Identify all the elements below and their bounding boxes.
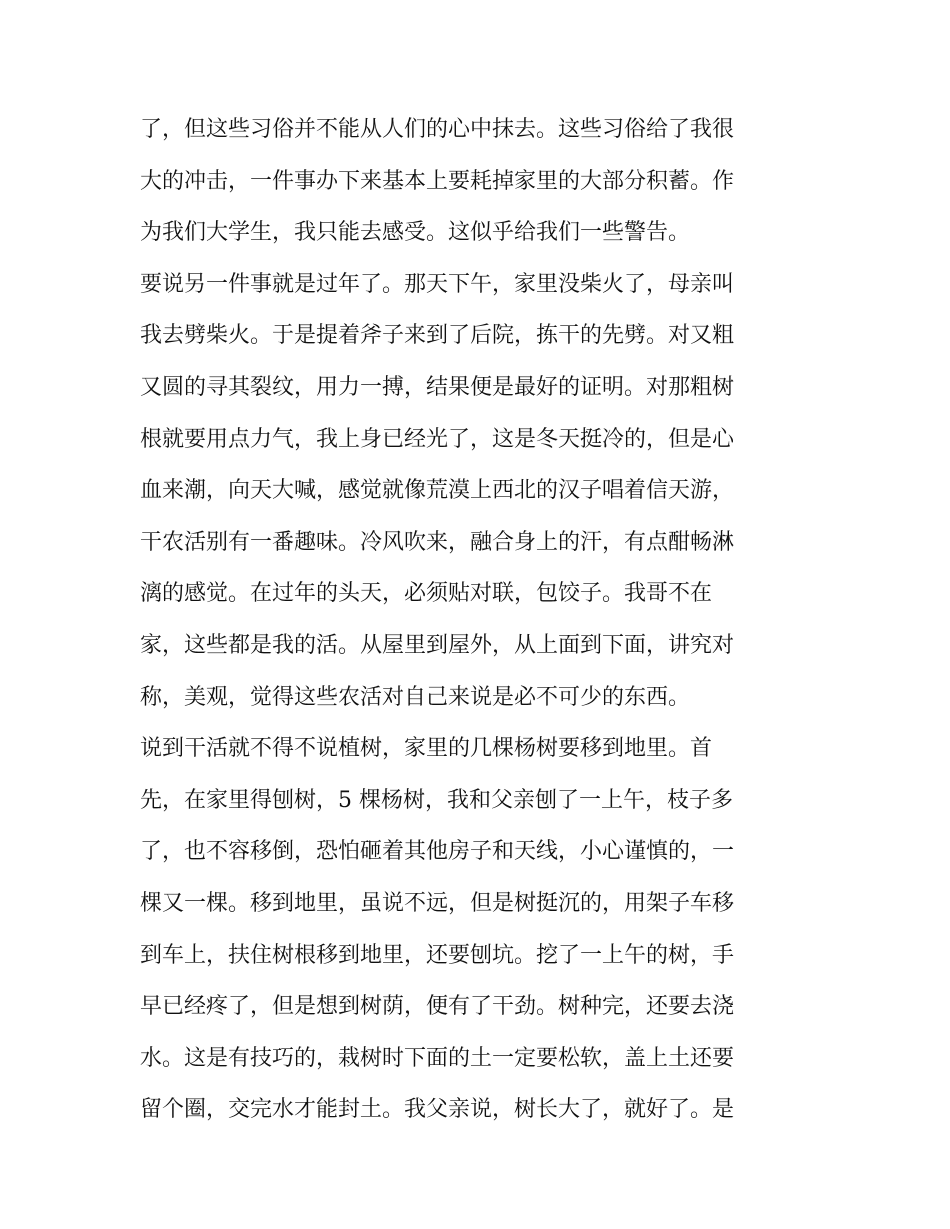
text-line: 大的冲击，一件事办下来基本上要耗掉家里的大部分积蓄。作: [140, 168, 735, 194]
text-line: 了，但这些习俗并不能从人们的心中抹去。这些习俗给了我很: [140, 117, 735, 142]
text-line: 又圆的寻其裂纹，用力一搏，结果便是最好的证明。对那粗树: [140, 374, 735, 400]
text-line: 早已经疼了，但是想到树荫，便有了干劲。树种完，还要去浇: [140, 994, 735, 1020]
text-line: 根就要用点力气，我上身已经光了，这是冬天挺冷的，但是心: [140, 426, 735, 452]
text-line: 家，这些都是我的活。从屋里到屋外，从上面到下面，讲究对: [140, 632, 735, 658]
text-line: 先，在家里得刨树，5 棵杨树，我和父亲刨了一上午，枝子多: [140, 787, 733, 813]
text-line: 血来潮，向天大喊，感觉就像荒漠上西北的汉子唱着信天游，: [140, 478, 735, 504]
body-text: [140, 104, 820, 1136]
text-line: 棵又一棵。移到地里，虽说不远，但是树挺沉的，用架子车移: [140, 890, 735, 916]
text-line: 到车上，扶住树根移到地里，还要刨坑。挖了一上午的树，手: [140, 942, 735, 968]
text-line: 说到干活就不得不说植树，家里的几棵杨树要移到地里。首: [140, 736, 713, 762]
text-line: 要说另一件事就是过年了。那天下午，家里没柴火了，母亲叫: [140, 271, 735, 297]
text-line: 称，美观，觉得这些农活对自己来说是必不可少的东西。: [140, 684, 691, 710]
text-line: 干农活别有一番趣味。冷风吹来，融合身上的汗，有点酣畅淋: [140, 529, 735, 555]
text-line: 漓的感觉。在过年的头天，必须贴对联，包饺子。我哥不在: [140, 581, 713, 607]
text-line: 了，也不容移倒，恐怕砸着其他房子和天线，小心谨慎的，一: [140, 839, 735, 865]
text-line: 水。这是有技巧的，栽树时下面的土一定要松软，盖上土还要: [140, 1045, 735, 1071]
text-line: 我去劈柴火。于是提着斧子来到了后院，拣干的先劈。对又粗: [140, 323, 735, 349]
text-line: 留个圈，交完水才能封土。我父亲说，树长大了，就好了。是: [140, 1097, 735, 1123]
text-line: 为我们大学生，我只能去感受。这似乎给我们一些警告。: [140, 220, 691, 246]
